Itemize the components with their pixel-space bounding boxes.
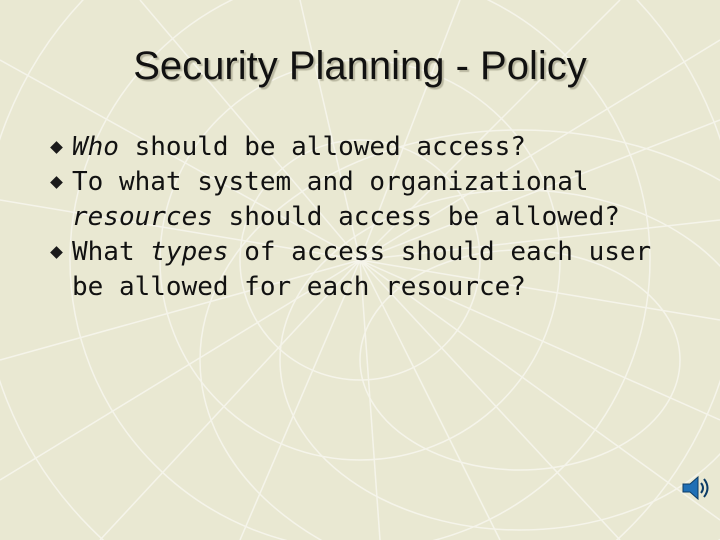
bullet-2-emphasis: resources [72, 202, 213, 232]
bullet-3-text: of access should each user be allowed for each resource? [72, 237, 652, 302]
bullet-item-3 [72, 235, 692, 305]
bullet-1-emphasis: Who [72, 132, 119, 162]
slide-title: Security Planning - Policy [133, 44, 587, 88]
bullet-3-emphasis: types [150, 237, 229, 267]
bullet-3-prefix: What [72, 237, 151, 267]
bullet-2-text: should access be allowed? [212, 202, 620, 232]
bullet-item-2 [72, 165, 692, 235]
bullet-1-text: should be allowed access? [118, 132, 526, 162]
bullet-list [72, 130, 692, 305]
speaker-icon[interactable] [680, 472, 710, 504]
bullet-2-line1: To what system and organizational [72, 167, 589, 197]
bullet-item-1 [72, 130, 692, 165]
